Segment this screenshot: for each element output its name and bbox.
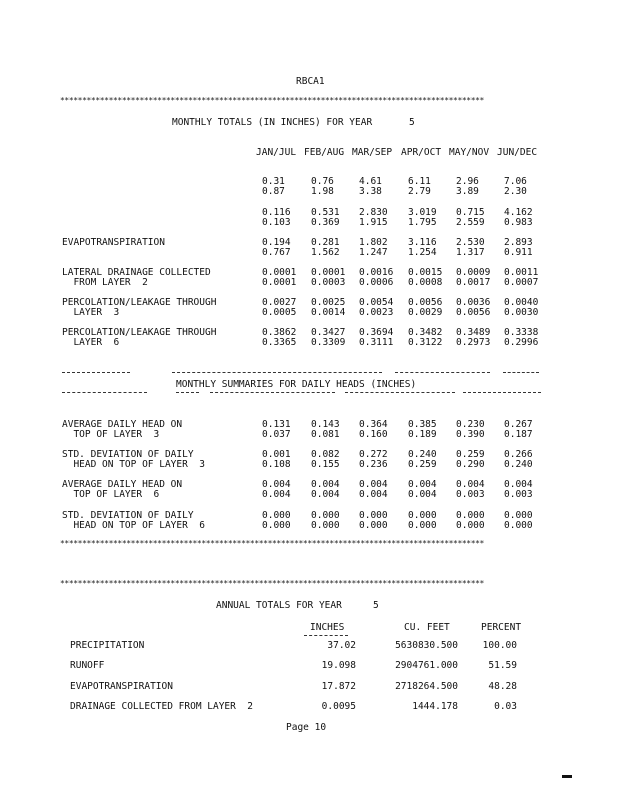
monthly-cell-value: 0.983	[504, 217, 533, 228]
monthly-cell-value: 0.2973	[456, 337, 491, 348]
monthly-cell-value: 0.0007	[504, 277, 539, 288]
star-separator-top: ************************************************************************************************	[60, 97, 484, 105]
head-cell-value: 0.189	[408, 429, 437, 440]
monthly-cell-value: 0.3122	[408, 337, 443, 348]
head-cell-value: 0.004	[262, 489, 291, 500]
monthly-cell-value: 0.0009	[456, 267, 491, 278]
monthly-cell-value: 0.531	[311, 207, 340, 218]
monthly-cell-value: 4.162	[504, 207, 533, 218]
monthly-cell-value: 0.0030	[504, 307, 539, 318]
annual-row-percent: 0.03	[494, 701, 517, 712]
monthly-cell-value: 1.254	[408, 247, 437, 258]
annual-header-cu-feet: CU. FEET	[404, 622, 450, 633]
monthly-cell-value: 3.116	[408, 237, 437, 248]
annual-row-inches: 37.02	[327, 640, 356, 651]
monthly-cell-value: 0.281	[311, 237, 340, 248]
monthly-cell-value: 1.802	[359, 237, 388, 248]
monthly-cell-value: 2.30	[504, 186, 527, 197]
monthly-cell-value: 0.0001	[262, 277, 297, 288]
monthly-cell-value: 0.3111	[359, 337, 394, 348]
monthly-cell-value: 0.0017	[456, 277, 491, 288]
head-cell-value: 0.004	[456, 479, 485, 490]
annual-row-cu-feet: 2904761.000	[395, 660, 458, 671]
monthly-cell-label: EVAPOTRANSPIRATION	[62, 237, 165, 248]
inches-underline	[304, 635, 348, 636]
head-cell-label: STD. DEVIATION OF DAILY	[62, 449, 194, 460]
dash-separator	[172, 372, 382, 373]
monthly-cell-sublabel: LAYER 3	[62, 307, 120, 318]
monthly-cell-value: 0.2996	[504, 337, 539, 348]
monthly-cell-value: 1.98	[311, 186, 334, 197]
star-separator-annual: ************************************************************************************************	[60, 580, 484, 588]
annual-row-label: RUNOFF	[70, 660, 105, 671]
annual-header-inches: INCHES	[310, 622, 345, 633]
monthly-cell-value: 0.3338	[504, 327, 539, 338]
monthly-cell-value: 0.87	[262, 186, 285, 197]
monthly-cell-value: 0.3427	[311, 327, 346, 338]
monthly-cell-value: 0.194	[262, 237, 291, 248]
dash-separator	[463, 392, 541, 393]
dash-separator	[176, 392, 199, 393]
monthly-cell-label: PERCOLATION/LEAKAGE THROUGH	[62, 327, 217, 338]
monthly-cell-value: 0.0008	[408, 277, 443, 288]
column-header-apr-oct: APR/OCT	[401, 147, 442, 158]
annual-row-cu-feet: 1444.178	[412, 701, 458, 712]
monthly-cell-value: 0.3862	[262, 327, 297, 338]
monthly-cell-value: 7.06	[504, 176, 527, 187]
annual-row-label: DRAINAGE COLLECTED FROM LAYER 2	[70, 701, 254, 712]
monthly-cell-label: LATERAL DRAINAGE COLLECTED	[62, 267, 211, 278]
column-header-mar-sep: MAR/SEP	[352, 147, 393, 158]
monthly-cell-value: 0.715	[456, 207, 485, 218]
star-separator-middle: ************************************************************************************************	[60, 540, 484, 548]
monthly-cell-value: 0.0027	[262, 297, 297, 308]
annual-totals-heading: ANNUAL TOTALS FOR YEAR	[216, 600, 342, 611]
head-cell-sublabel: TOP OF LAYER 3	[62, 429, 160, 440]
head-cell-value: 0.131	[262, 419, 291, 430]
head-cell-value: 0.037	[262, 429, 291, 440]
head-cell-value: 0.240	[408, 449, 437, 460]
monthly-cell-value: 0.0005	[262, 307, 297, 318]
head-cell-label: STD. DEVIATION OF DAILY	[62, 510, 194, 521]
head-cell-value: 0.001	[262, 449, 291, 460]
monthly-cell-value: 0.0056	[408, 297, 443, 308]
head-cell-value: 0.004	[311, 489, 340, 500]
dash-separator	[395, 372, 490, 373]
monthly-cell-value: 0.3365	[262, 337, 297, 348]
monthly-cell-value: 0.0054	[359, 297, 394, 308]
annual-row-label: EVAPOTRANSPIRATION	[70, 681, 173, 692]
monthly-cell-label: PERCOLATION/LEAKAGE THROUGH	[62, 297, 217, 308]
head-cell-value: 0.003	[504, 489, 533, 500]
head-cell-sublabel: HEAD ON TOP OF LAYER 6	[62, 520, 205, 531]
head-cell-value: 0.000	[504, 520, 533, 531]
monthly-cell-value: 0.0036	[456, 297, 491, 308]
column-header-jan-jul: JAN/JUL	[256, 147, 297, 158]
head-cell-value: 0.259	[408, 459, 437, 470]
column-header-feb-aug: FEB/AUG	[304, 147, 345, 158]
monthly-cell-value: 0.0011	[504, 267, 539, 278]
annual-row-percent: 48.28	[488, 681, 517, 692]
monthly-cell-value: 0.31	[262, 176, 285, 187]
monthly-cell-value: 3.38	[359, 186, 382, 197]
head-cell-label: AVERAGE DAILY HEAD ON	[62, 419, 183, 430]
annual-header-percent: PERCENT	[481, 622, 522, 633]
head-cell-value: 0.230	[456, 419, 485, 430]
head-cell-value: 0.000	[456, 510, 485, 521]
margin-mark	[562, 775, 572, 778]
monthly-cell-sublabel: FROM LAYER 2	[62, 277, 148, 288]
column-header-may-nov: MAY/NOV	[449, 147, 490, 158]
monthly-cell-value: 1.317	[456, 247, 485, 258]
head-cell-value: 0.155	[311, 459, 340, 470]
head-cell-value: 0.000	[359, 510, 388, 521]
head-cell-value: 0.004	[504, 479, 533, 490]
monthly-cell-value: 0.3482	[408, 327, 443, 338]
head-cell-value: 0.390	[456, 429, 485, 440]
monthly-cell-value: 0.116	[262, 207, 291, 218]
annual-row-inches: 19.098	[321, 660, 356, 671]
monthly-cell-value: 2.530	[456, 237, 485, 248]
annual-row-cu-feet: 5630830.500	[395, 640, 458, 651]
head-cell-value: 0.259	[456, 449, 485, 460]
monthly-cell-value: 0.767	[262, 247, 291, 258]
head-cell-value: 0.004	[311, 479, 340, 490]
monthly-cell-value: 0.3309	[311, 337, 346, 348]
head-cell-value: 0.364	[359, 419, 388, 430]
dash-separator	[345, 392, 455, 393]
monthly-cell-value: 0.0003	[311, 277, 346, 288]
monthly-cell-value: 1.915	[359, 217, 388, 228]
head-cell-value: 0.004	[359, 479, 388, 490]
summaries-heading: MONTHLY SUMMARIES FOR DAILY HEADS (INCHES)	[176, 379, 417, 390]
head-cell-value: 0.385	[408, 419, 437, 430]
head-cell-value: 0.187	[504, 429, 533, 440]
head-cell-value: 0.160	[359, 429, 388, 440]
head-cell-value: 0.000	[408, 520, 437, 531]
monthly-cell-value: 0.0016	[359, 267, 394, 278]
monthly-cell-value: 0.103	[262, 217, 291, 228]
head-cell-value: 0.000	[311, 510, 340, 521]
head-cell-value: 0.000	[262, 510, 291, 521]
head-cell-value: 0.004	[408, 479, 437, 490]
head-cell-value: 0.143	[311, 419, 340, 430]
annual-row-inches: 17.872	[321, 681, 356, 692]
monthly-cell-sublabel: LAYER 6	[62, 337, 120, 348]
monthly-cell-value: 6.11	[408, 176, 431, 187]
head-cell-value: 0.266	[504, 449, 533, 460]
monthly-cell-value: 3.89	[456, 186, 479, 197]
dash-separator	[210, 392, 335, 393]
annual-row-inches: 0.0095	[321, 701, 356, 712]
column-header-jun-dec: JUN/DEC	[497, 147, 538, 158]
monthly-cell-value: 0.76	[311, 176, 334, 187]
monthly-cell-value: 0.0023	[359, 307, 394, 318]
page-number: Page 10	[286, 722, 327, 733]
monthly-cell-value: 2.893	[504, 237, 533, 248]
monthly-cell-value: 2.830	[359, 207, 388, 218]
head-cell-value: 0.081	[311, 429, 340, 440]
monthly-cell-value: 0.369	[311, 217, 340, 228]
monthly-cell-value: 0.3694	[359, 327, 394, 338]
monthly-cell-value: 0.0056	[456, 307, 491, 318]
monthly-cell-value: 0.0006	[359, 277, 394, 288]
monthly-cell-value: 0.0014	[311, 307, 346, 318]
dash-separator	[62, 392, 147, 393]
monthly-totals-heading: MONTHLY TOTALS (IN INCHES) FOR YEAR	[172, 117, 373, 128]
monthly-cell-value: 0.0001	[311, 267, 346, 278]
monthly-cell-value: 1.562	[311, 247, 340, 258]
head-cell-value: 0.000	[504, 510, 533, 521]
head-cell-value: 0.236	[359, 459, 388, 470]
head-cell-value: 0.004	[408, 489, 437, 500]
head-cell-value: 0.004	[262, 479, 291, 490]
annual-row-cu-feet: 2718264.500	[395, 681, 458, 692]
monthly-cell-value: 1.795	[408, 217, 437, 228]
head-cell-value: 0.000	[311, 520, 340, 531]
head-cell-value: 0.000	[408, 510, 437, 521]
monthly-cell-value: 2.96	[456, 176, 479, 187]
year-value: 5	[409, 117, 415, 128]
monthly-cell-value: 2.559	[456, 217, 485, 228]
head-cell-label: AVERAGE DAILY HEAD ON	[62, 479, 183, 490]
head-cell-value: 0.003	[456, 489, 485, 500]
head-cell-sublabel: TOP OF LAYER 6	[62, 489, 160, 500]
monthly-cell-value: 0.3489	[456, 327, 491, 338]
head-cell-value: 0.108	[262, 459, 291, 470]
head-cell-value: 0.000	[359, 520, 388, 531]
monthly-cell-value: 3.019	[408, 207, 437, 218]
monthly-cell-value: 2.79	[408, 186, 431, 197]
annual-row-percent: 51.59	[488, 660, 517, 671]
document-title: RBCA1	[296, 76, 325, 87]
annual-year-value: 5	[373, 600, 379, 611]
annual-row-percent: 100.00	[482, 640, 517, 651]
monthly-cell-value: 0.0015	[408, 267, 443, 278]
monthly-cell-value: 0.0029	[408, 307, 443, 318]
monthly-cell-value: 0.911	[504, 247, 533, 258]
head-cell-value: 0.082	[311, 449, 340, 460]
monthly-cell-value: 1.247	[359, 247, 388, 258]
head-cell-value: 0.000	[456, 520, 485, 531]
monthly-cell-value: 0.0025	[311, 297, 346, 308]
head-cell-value: 0.272	[359, 449, 388, 460]
head-cell-value: 0.004	[359, 489, 388, 500]
head-cell-value: 0.267	[504, 419, 533, 430]
head-cell-value: 0.000	[262, 520, 291, 531]
monthly-cell-value: 4.61	[359, 176, 382, 187]
head-cell-value: 0.290	[456, 459, 485, 470]
monthly-cell-value: 0.0001	[262, 267, 297, 278]
head-cell-value: 0.240	[504, 459, 533, 470]
head-cell-sublabel: HEAD ON TOP OF LAYER 3	[62, 459, 205, 470]
annual-row-label: PRECIPITATION	[70, 640, 145, 651]
dash-separator	[62, 372, 130, 373]
dash-separator	[503, 372, 539, 373]
monthly-cell-value: 0.0040	[504, 297, 539, 308]
